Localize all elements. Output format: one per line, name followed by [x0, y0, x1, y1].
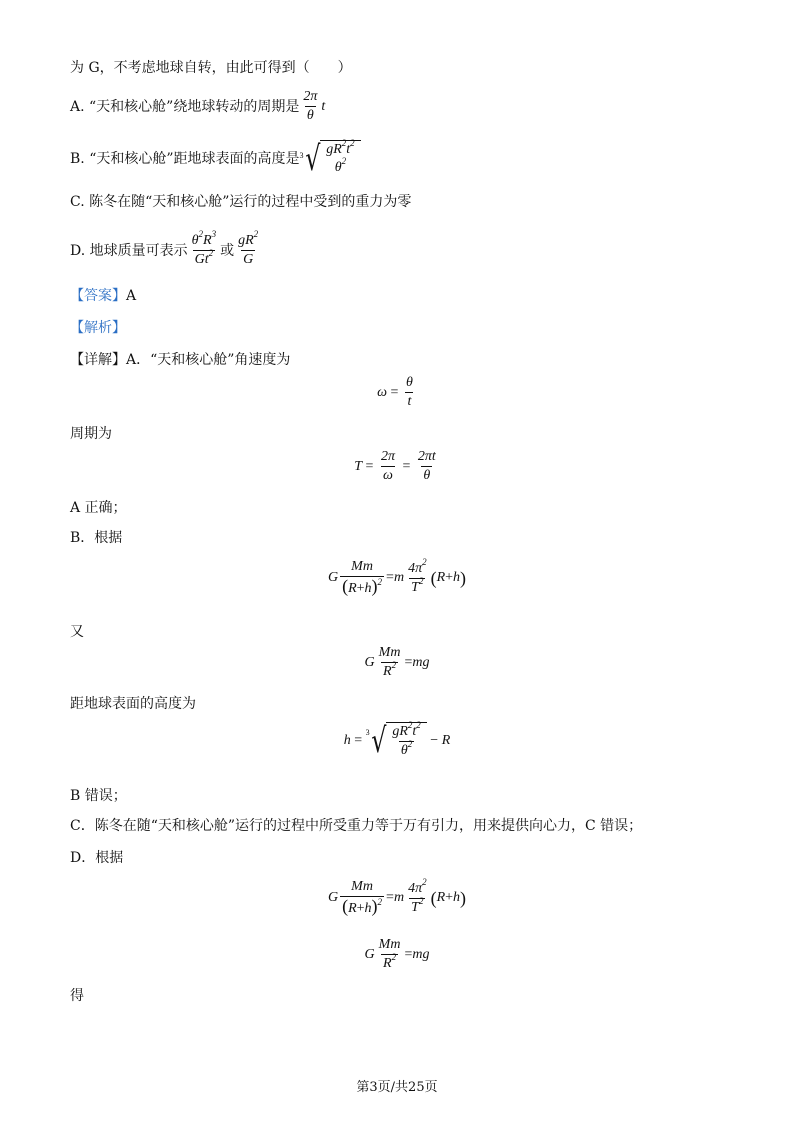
- analysis-label: 【解析】: [70, 320, 126, 336]
- eq-period: T = $\frac{2\pi}{\omega}$ = $\frac{2\pi t}{\theta}$: [354, 449, 436, 483]
- eq-gravity-2: G $\frac{Mm}{R^2}$ = mg: [364, 645, 430, 679]
- option-b-text: B. “天和核心舱”距地球表面的高度是: [70, 150, 300, 167]
- period-text: 周期为: [70, 426, 112, 442]
- option-a: A. “天和核心舱”绕地球转动的周期是 $\frac{2\pi}{\theta}$ t: [70, 89, 326, 123]
- option-d-formula-2: $\frac{gR^2}{G}$: [238, 229, 259, 267]
- a-correct: A 正确；: [70, 500, 127, 516]
- eq-gravity-4: G $\frac{Mm}{R^2}$ = mg: [364, 937, 430, 971]
- eq-gravity-3: G $\frac{Mm}{(R+h)^2}$ = m $\frac{4\pi^2}{T^2}$ ( R + h ): [327, 876, 467, 916]
- b-basis: B．根据: [70, 530, 123, 546]
- answer-line: [70, 286, 136, 306]
- option-a-formula: $\frac{2\pi}{\theta}$: [303, 89, 318, 123]
- d-basis: D．根据: [70, 850, 124, 866]
- d-get: 得: [70, 988, 84, 1004]
- option-b: [70, 140, 361, 177]
- detail-a-text: A．“天和核心舱”角速度为: [126, 352, 291, 368]
- option-d-or: 或: [220, 242, 235, 259]
- page-footer: 第3页/共25页: [356, 1080, 438, 1095]
- b-height: 距地球表面的高度为: [70, 696, 196, 712]
- c-text: C．陈冬在随“天和核心舱”运行的过程中所受重力等于万有引力，用来提供向心力，C 错误；: [70, 818, 643, 834]
- eq-height: h = 3 √ $\frac{gR^2t^2}{\theta^2}$ − R: [343, 720, 451, 761]
- detail-a-line: [70, 350, 290, 370]
- option-a-text: A. “天和核心舱”绕地球转动的周期是: [70, 98, 300, 115]
- option-d-text: D. 地球质量可表示: [70, 242, 188, 259]
- answer-value: A: [126, 288, 137, 304]
- eq-omega: ω = $\frac{\theta}{t}$: [377, 375, 413, 409]
- option-d: [70, 229, 262, 269]
- detail-label: 【详解】: [70, 352, 126, 368]
- option-d-formula-1: $\frac{\theta^2R^3}{Gt^2}$: [191, 229, 217, 267]
- question-intro: 为 G，不考虑地球自转，由此可得到（ ）: [70, 60, 352, 76]
- option-b-formula: 3 √ $gR^2t^2$ $\theta^2$: [300, 140, 361, 177]
- answer-label: 【答案】: [70, 288, 126, 304]
- b-wrong: B 错误；: [70, 788, 127, 804]
- eq-gravity-1: G $\frac{Mm}{(R+h)^2}$ = m $\frac{4\pi^2}{T^2}$ ( R + h ): [327, 556, 467, 596]
- b-also: 又: [70, 624, 84, 640]
- option-c: C. 陈冬在随“天和核心舱”运行的过程中受到的重力为零: [70, 194, 412, 210]
